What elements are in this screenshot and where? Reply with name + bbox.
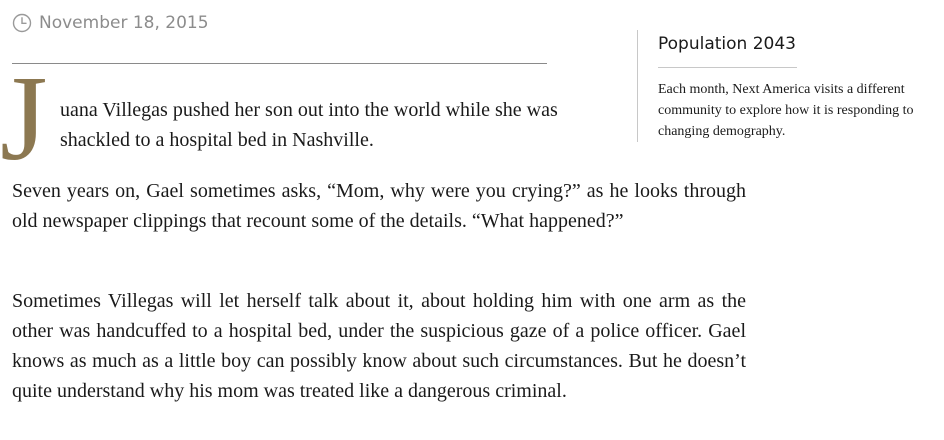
article-date: November 18, 2015: [39, 13, 209, 33]
sidebar-title[interactable]: Population 2043: [658, 34, 796, 54]
series-sidebar: [637, 30, 938, 142]
body-paragraph: Seven years on, Gael sometimes asks, “Mom, why were you crying?” as he looks through old newspaper clippings that recount some of the details. “What happened?”: [12, 180, 746, 232]
article-dateline: [12, 13, 209, 33]
sidebar-description: Each month, Next America visits a different community to explore how it is responding to changing demography.: [658, 82, 914, 139]
sidebar-divider: [658, 67, 797, 68]
drop-cap: J: [0, 51, 48, 186]
body-paragraph: Sometimes Villegas will let herself talk about it, about holding him with one arm as the other was handcuffed to a hospital bed, under the suspicious gaze of a police officer. Gael knows as much as a little boy can possibly know about such circumstances. But he doesn’t quite understand why his mom was treated like a dangerous criminal.: [12, 290, 746, 402]
header-divider: [12, 63, 547, 64]
lead-paragraph: uana Villegas pushed her son out into the world while she was shackled to a hospital bed in Nashville.: [60, 99, 558, 151]
clock-icon: [12, 13, 32, 33]
